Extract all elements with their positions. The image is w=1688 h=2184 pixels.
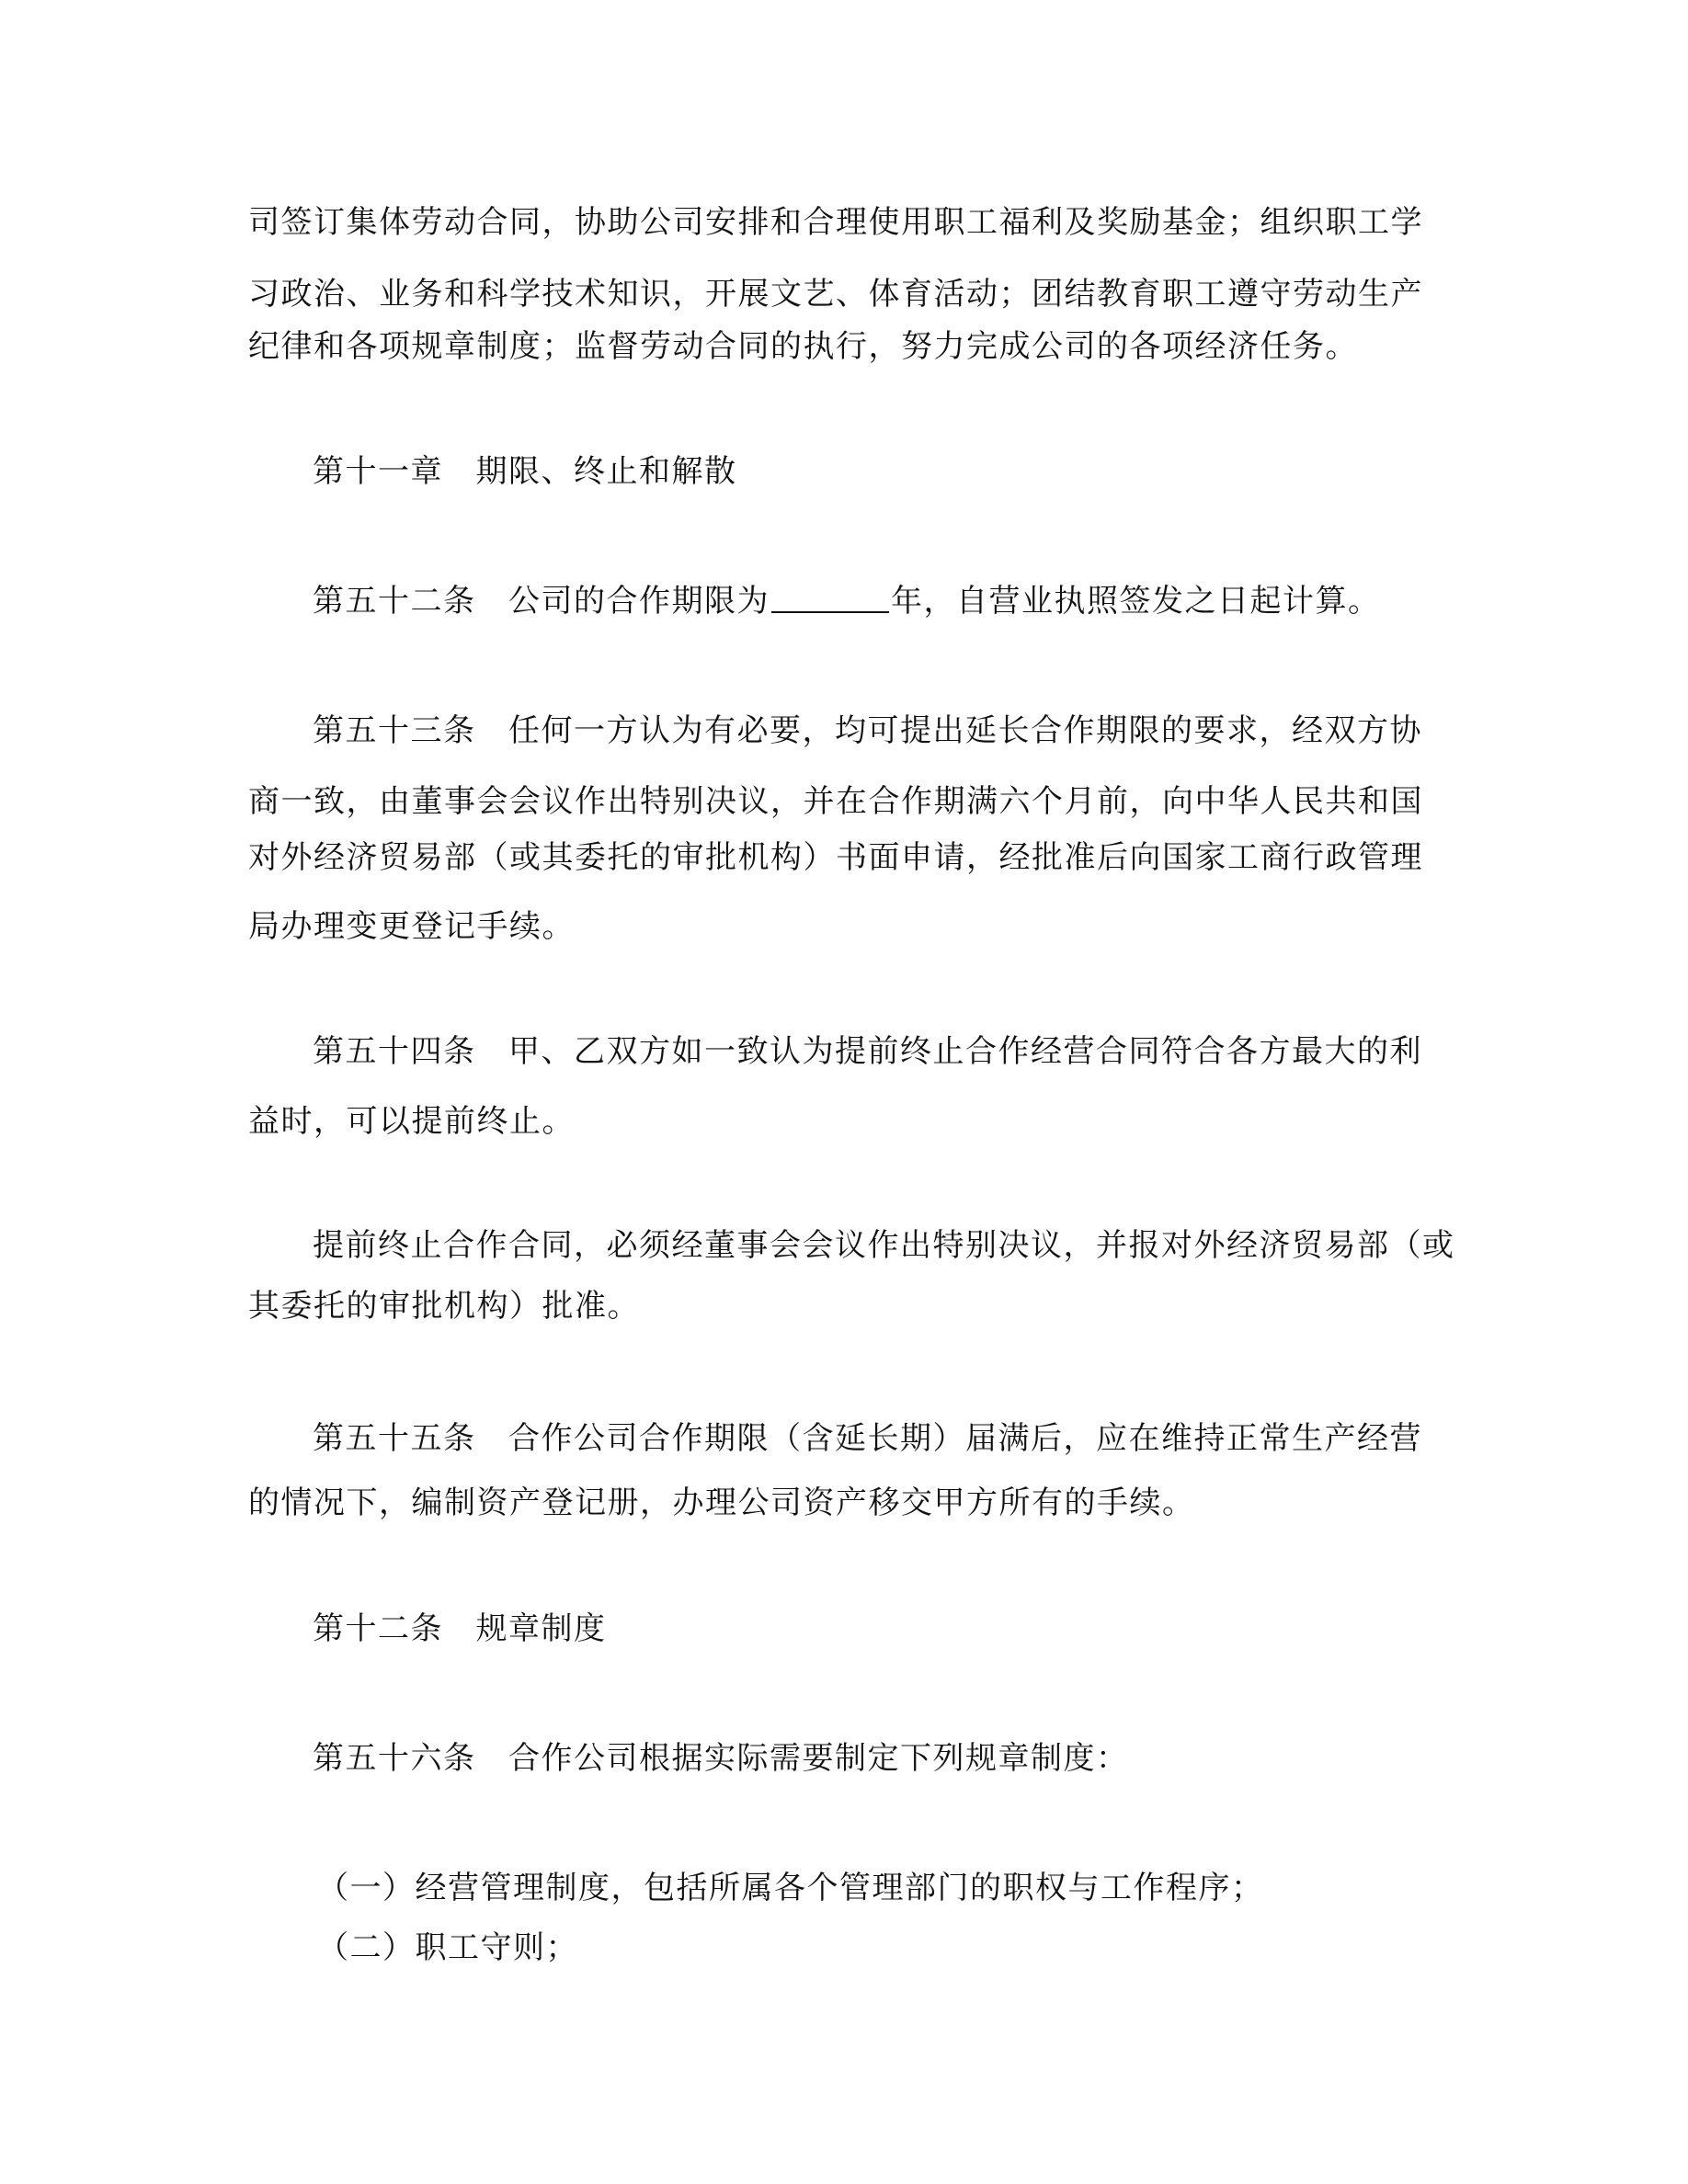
article-52-before: 第五十二条 公司的合作期限为 [313, 583, 770, 620]
article-55-line-1: 第五十五条 合作公司合作期限（含延长期）届满后，应在维持正常生产经营 [313, 1420, 1422, 1457]
paragraph-union-line-1: 司签订集体劳动合同，协助公司安排和合理使用职工福利及奖励基金；组织职工学 [248, 204, 1423, 241]
paragraph-union-line-2: 习政治、业务和科学技术知识，开展文艺、体育活动；团结教育职工遵守劳动生产 [248, 276, 1423, 313]
article-52 [313, 583, 1381, 620]
chapter-12-heading: 第十二条 规章制度 [313, 1610, 607, 1647]
list-item: （一）经营管理制度，包括所属各个管理部门的职权与工作程序； [317, 1870, 1264, 1906]
paragraph-union-line-3: 纪律和各项规章制度；监督劳动合同的执行，努力完成公司的各项经济任务。 [248, 328, 1358, 365]
article-53-line-2: 商一致，由董事会会议作出特别决议，并在合作期满六个月前，向中华人民共和国 [248, 783, 1423, 820]
early-termination-line-1: 提前终止合作合同，必须经董事会会议作出特别决议，并报对外经济贸易部（或 [313, 1227, 1455, 1264]
chapter-11-heading: 第十一章 期限、终止和解散 [313, 453, 737, 490]
article-54-line-1: 第五十四条 甲、乙双方如一致认为提前终止合作经营合同符合各方最大的利 [313, 1033, 1422, 1070]
list-item: （二）职工守则； [317, 1929, 578, 1966]
article-54-line-2: 益时，可以提前终止。 [248, 1103, 575, 1140]
article-53-line-1: 第五十三条 任何一方认为有必要，均可提出延长合作期限的要求，经双方协 [313, 712, 1422, 749]
term-blank-field [771, 584, 889, 613]
article-56: 第五十六条 合作公司根据实际需要制定下列规章制度： [313, 1740, 1129, 1777]
article-53-line-4: 局办理变更登记手续。 [248, 908, 575, 945]
early-termination-line-2: 其委托的审批机构）批准。 [248, 1288, 640, 1325]
article-53-line-3: 对外经济贸易部（或其委托的审批机构）书面申请，经批准后向国家工商行政管理 [248, 839, 1423, 876]
article-55-line-2: 的情况下，编制资产登记册，办理公司资产移交甲方所有的手续。 [248, 1484, 1195, 1521]
article-52-after: 年，自营业执照签发之日起计算。 [891, 583, 1381, 620]
